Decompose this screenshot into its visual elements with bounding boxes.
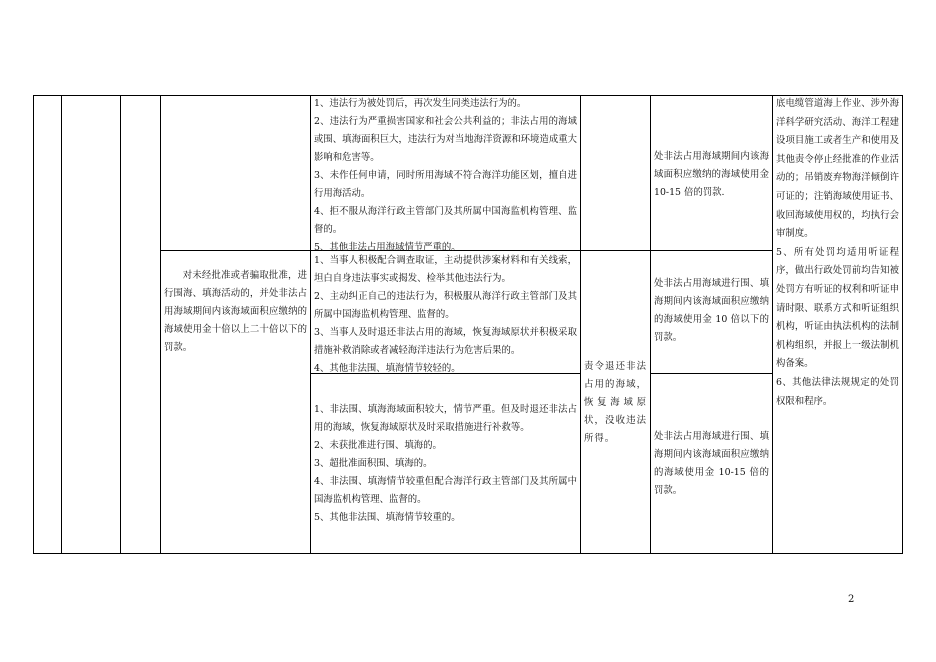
condition-item: 3、超批准面积围、填海的。 <box>314 458 433 469</box>
condition-item: 3、未作任何申请，同时所用海域不符合海洋功能区划，擅自进行用海活动。 <box>314 170 577 199</box>
row-divider <box>650 373 772 374</box>
condition-item: 4、非法围、填海情节较重但配合海洋行政主管部门及其所属中国海监机构管理、监督的。 <box>314 476 577 505</box>
penalty-medium-cell <box>651 428 772 500</box>
condition-item: 5、其他非法围、填海情节较重的。 <box>314 512 461 523</box>
page-number: 2 <box>848 594 855 605</box>
penalty-heavy-cell <box>651 148 772 202</box>
table-border <box>33 553 903 554</box>
penalty-light-cell <box>651 275 772 347</box>
condition-item: 1、非法围、填海海域面积较大，情节严重。但及时退还非法占用的海域，恢复海域原状及时采取措施进行补救等。 <box>314 404 577 433</box>
column-divider <box>120 95 121 554</box>
penalty-text: 处非法占用海域进行围、填海期间内该海域面积应缴纳的海域使用金 10-15 倍的罚款。 <box>654 431 769 496</box>
corrective-text: 责令退还非法占用的海域，恢复海域原状，没收违法所得。 <box>584 361 647 444</box>
note-item: 底电缆管道海上作业、涉外海洋科学研究活动、海洋工程建设项目施工或者生产和使用及其他责令停止经批准的作业活动的；吊销废弃物海洋倾倒许可证的；注销海域使用证书、收回海域使用权的，均执行会审制度。 <box>776 98 899 240</box>
condition-item: 1、当事人积极配合调查取证，主动提供涉案材料和有关线索，坦白自身违法事实或揭发、检举其他违法行为。 <box>314 255 577 284</box>
aggravating-conditions-cell <box>311 95 580 257</box>
condition-item: 3、当事人及时退还非法占用的海域，恢复海域原状并积极采取措施补救消除或者减轻海洋违法行为危害后果的。 <box>314 327 577 356</box>
note-item: 5、所有处罚均适用听证程序，做出行政处罚前均告知被处罚方有听证的权利和听证申请时限、联系方式和听证组织机构，听证由执法机构的法制机构组织，并报上一级法制机构备案。 <box>776 246 899 370</box>
condition-item: 2、主动纠正自己的违法行为，积极服从海洋行政主管部门及其所属中国海监机构管理、监督的。 <box>314 291 577 320</box>
table-border <box>33 95 34 554</box>
violation-text: 对未经批准或者骗取批准，进行围海、填海活动的，并处非法占用海域期间内该海域面积应缴纳的海域使用金十倍以上二十倍以下的罚款。 <box>164 270 307 353</box>
penalty-text: 处非法占用海域期间内该海域面积应缴纳的海域使用金 10-15 倍的罚款. <box>654 151 769 198</box>
condition-item: 1、违法行为被处罚后，再次发生同类违法行为的。 <box>314 98 527 109</box>
condition-item: 5、其他非法占用海域情节严重的。 <box>314 242 461 253</box>
serious-conditions-cell <box>311 401 580 527</box>
table-border <box>902 95 903 554</box>
notes-cell <box>773 95 902 411</box>
corrective-measure-cell <box>581 358 650 448</box>
violation-description-cell <box>161 267 310 357</box>
condition-item: 4、其他非法围、填海情节较轻的。 <box>314 363 461 374</box>
condition-item: 4、拒不服从海洋行政主管部门及其所属中国海监机构管理、监督的。 <box>314 206 577 235</box>
mitigating-conditions-cell <box>311 252 580 378</box>
column-divider <box>580 95 581 554</box>
condition-item: 2、未获批准进行围、填海的。 <box>314 440 442 451</box>
condition-item: 2、违法行为严重损害国家和社会公共利益的；非法占用的海域或围、填海面积巨大，违法行为对当地海洋资源和环境造成重大影响和危害等。 <box>314 116 577 163</box>
penalty-text: 处非法占用海域进行围、填海期间内该海域面积应缴纳的海域使用金 10 倍以下的罚款。 <box>654 278 769 343</box>
column-divider <box>61 95 62 554</box>
note-item: 6、其他法律法规规定的处罚权限和程序。 <box>776 376 899 407</box>
